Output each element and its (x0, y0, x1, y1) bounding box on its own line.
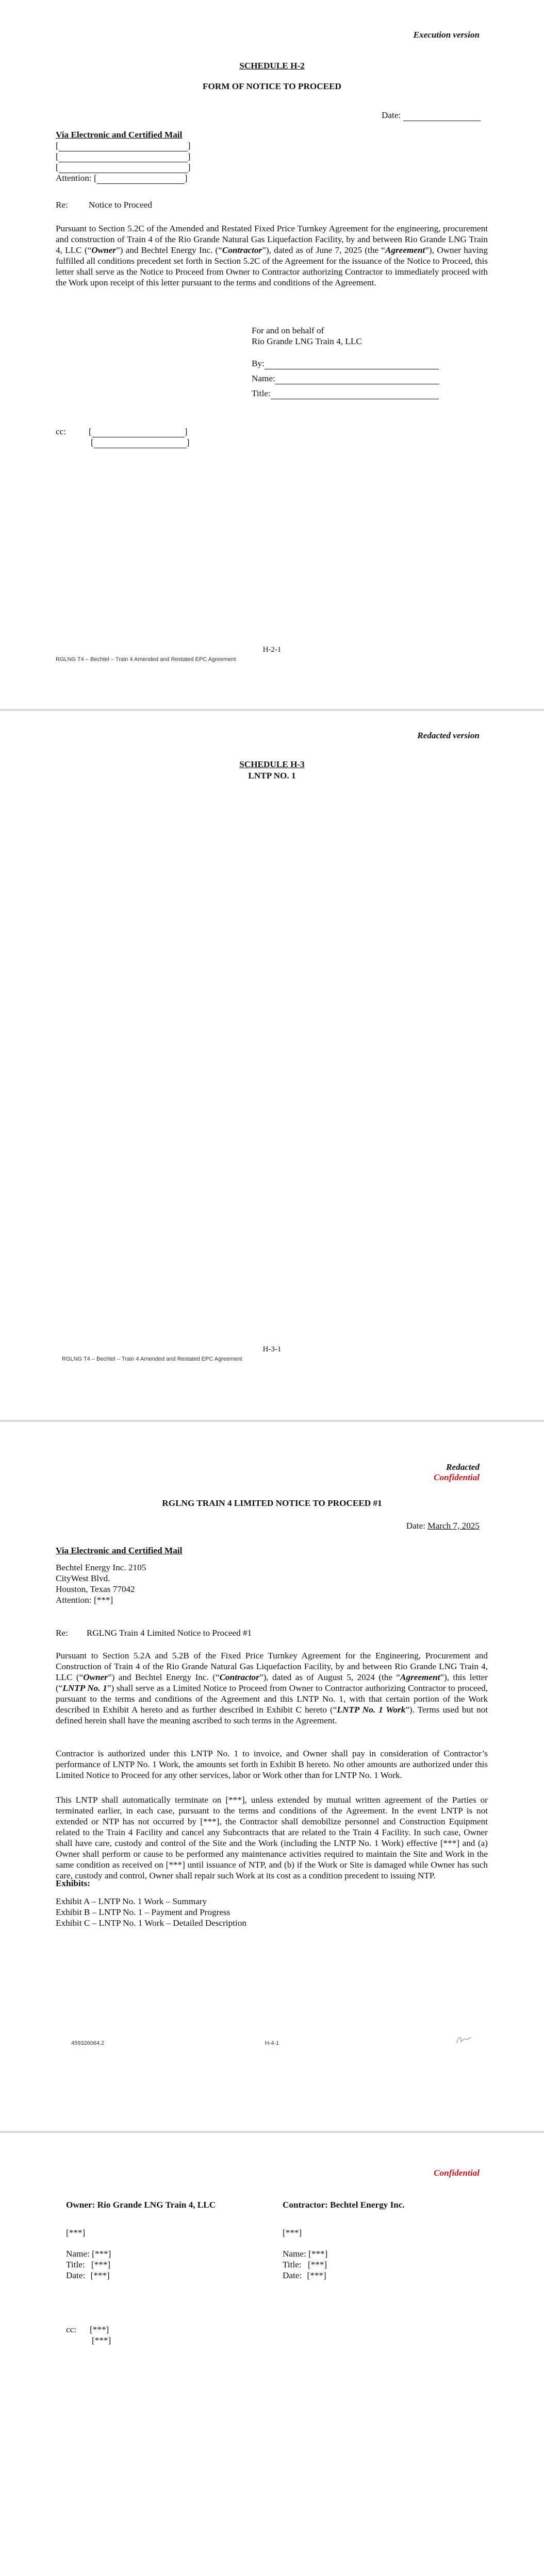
version-label: Redacted version (417, 731, 480, 740)
page-schedule-h3 (0, 711, 544, 1422)
address-line: CityWest Blvd. (56, 1573, 110, 1583)
document-id: 459326064.2 (71, 2040, 105, 2046)
version-label: Execution version (413, 30, 480, 40)
letter-date: Date: March 7, 2025 (406, 1521, 480, 1531)
notice-body: Pursuant to Section 5.2C of the Amended and Restated Fixed Price Turnkey Agreement for the engineering, procurement and construction of Train 4 of the Rio Grande Natural Gas Liquefaction Facility, by and between Rio Grande LNG Train 4, LLC (“Owner”) and Bechtel Energy Inc. (“Contractor”), dated as of June 7, 2025 (the “Agreement”), Owner having fulfilled all conditions precedent set forth in Section 5.2C of the Agreement for the issuance of the Notice to Proceed, this letter shall serve as the Notice to Proceed from Owner to Contractor authorizing Contractor to immediately proceed with the Work upon receipt of this letter pursuant to the terms and conditions of the Agreement. (56, 224, 488, 287)
signature-redacted: [***] (66, 2228, 86, 2238)
contractor-signature-block: [***] Name: [***] Title: [***] Date: [***] (283, 2228, 437, 2281)
page-lntp-signatures (0, 2133, 544, 2576)
exhibit-item: Exhibit A – LNTP No. 1 Work – Summary (56, 1896, 207, 1906)
address-line: Houston, Texas 77042 (56, 1584, 135, 1594)
page-lntp-letter (0, 1422, 544, 2133)
address-line: [ ] (56, 140, 191, 150)
lntp-paragraph-1: Pursuant to Section 5.2A and 5.2B of the Fixed Price Turnkey Agreement for the Engineering, Procurement and Construction of Train 4 of the Rio Grande Natural Gas Liquefaction Facility, by and between Rio Grande LNG Train 4, LLC (“Owner”) and Bechtel Energy Inc. (“Contractor”), dated as of August 5, 2024 (the “Agreement”), this letter (“LNTP No. 1”) shall serve as a Limited Notice to Proceed from Owner to Contractor authorizing Contractor to proceed, pursuant to the terms and conditions of the Agreement and this LNTP No. 1, with that certain portion of the Work described in Exhibit A hereto and as further described in Exhibit C hereto (“LNTP No. 1 Work”). Terms used but not defined herein shall have the meaning ascribed to such terms in the Agreement. (56, 1651, 488, 1725)
schedule-heading: SCHEDULE H-2 (239, 61, 305, 71)
signature-mark-icon (454, 2032, 474, 2047)
re-line: Re: Notice to Proceed (56, 200, 153, 210)
page-number: H-2-1 (262, 646, 282, 654)
attention-line: Attention: [ ] (56, 173, 188, 183)
re-line: Re: RGLNG Train 4 Limited Notice to Proceed #1 (56, 1628, 252, 1638)
recipient-block (56, 1546, 272, 1606)
page-footer: RGLNG T4 – Bechtel – Train 4 Amended and Restated EPC Agreement (56, 656, 236, 663)
title-line: Title: (252, 388, 448, 399)
page-footer: RGLNG T4 – Bechtel – Train 4 Amended and Restated EPC Agreement (62, 1356, 242, 1362)
page-schedule-h2 (0, 0, 544, 711)
date-line: Date: (382, 110, 481, 121)
letter-title: RGLNG TRAIN 4 LIMITED NOTICE TO PROCEED #1 (162, 1498, 382, 1508)
lntp-title: LNTP NO. 1 (248, 771, 296, 781)
address-line: Attention: [***] (56, 1595, 113, 1605)
exhibit-item: Exhibit B – LNTP No. 1 – Payment and Progress (56, 1907, 230, 1917)
name-line: Name: (252, 374, 448, 384)
address-line: Bechtel Energy Inc. 2105 (56, 1562, 146, 1572)
signature-redacted: [***] (283, 2228, 302, 2238)
contractor-signature-heading: Contractor: Bechtel Energy Inc. (283, 2200, 405, 2210)
exhibits-heading: Exhibits: (56, 1878, 90, 1888)
exhibits-block (56, 1878, 365, 1929)
schedule-heading: SCHEDULE H-3 (239, 759, 305, 769)
confidential-label: Confidential (434, 1472, 480, 1482)
owner-signature-block: [***] Name: [***] Title: [***] Date: [***] (66, 2228, 221, 2281)
via-mail: Via Electronic and Certified Mail (56, 130, 183, 140)
exhibit-item: Exhibit C – LNTP No. 1 Work – Detailed Description (56, 1918, 247, 1928)
signature-block: For and on behalf of Rio Grande LNG Train 4, LLC By: Name: Title: (252, 326, 448, 399)
cc-block: cc: [ ] [ ] (56, 427, 190, 447)
form-title: FORM OF NOTICE TO PROCEED (203, 81, 341, 91)
address-line: [ ] (56, 151, 191, 161)
lntp-paragraph-2: Contractor is authorized under this LNTP No. 1 to invoice, and Owner shall pay in consideration of Contractor’s performance of LNTP No. 1 Work, the amounts set forth in Exhibit B hereto. No other amounts are authorized under this Limited Notice to Proceed for any other services, labor or Work other than for LNTP No. 1 Work. (56, 1749, 488, 1780)
owner-signature-heading: Owner: Rio Grande LNG Train 4, LLC (66, 2200, 216, 2210)
by-line: By: (252, 359, 448, 369)
address-line: [ ] (56, 162, 191, 172)
page-number: H-4-1 (265, 2040, 279, 2046)
confidential-label: Confidential (434, 2168, 480, 2178)
date-blank (403, 112, 481, 121)
page-number: H-3-1 (262, 1345, 282, 1353)
cc-block: cc: [***] [***] (66, 2325, 111, 2345)
recipient-block (56, 130, 221, 184)
lntp-paragraph-3: This LNTP shall automatically terminate on [***], unless extended by mutual written agreement of the Parties or terminated earlier, in each case, pursuant to the terms and conditions of the Agreement. In the event LNTP is not extended or NTP has not occurred by [***], the Contractor shall demobilize personnel and Construction Equipment related to the Train 4 Facility and cancel any Subcontracts that are related to the Train 4 Facility. In such case, Owner shall have care, custody and control of the Site and the Work (including the LNTP No. 1 Work) effective [***] and (a) Owner shall perform or cause to be performed any maintenance activities required to maintain the Site and Work in the same condition as received on [***] until issuance of NTP, and (b) if the Work or Site is damaged while Owner has such care, custody and control, Owner shall repair such Work at its cost as a condition precedent to issuing NTP. (56, 1795, 488, 1880)
redacted-label: Redacted (446, 1462, 480, 1472)
via-mail: Via Electronic and Certified Mail (56, 1546, 183, 1555)
